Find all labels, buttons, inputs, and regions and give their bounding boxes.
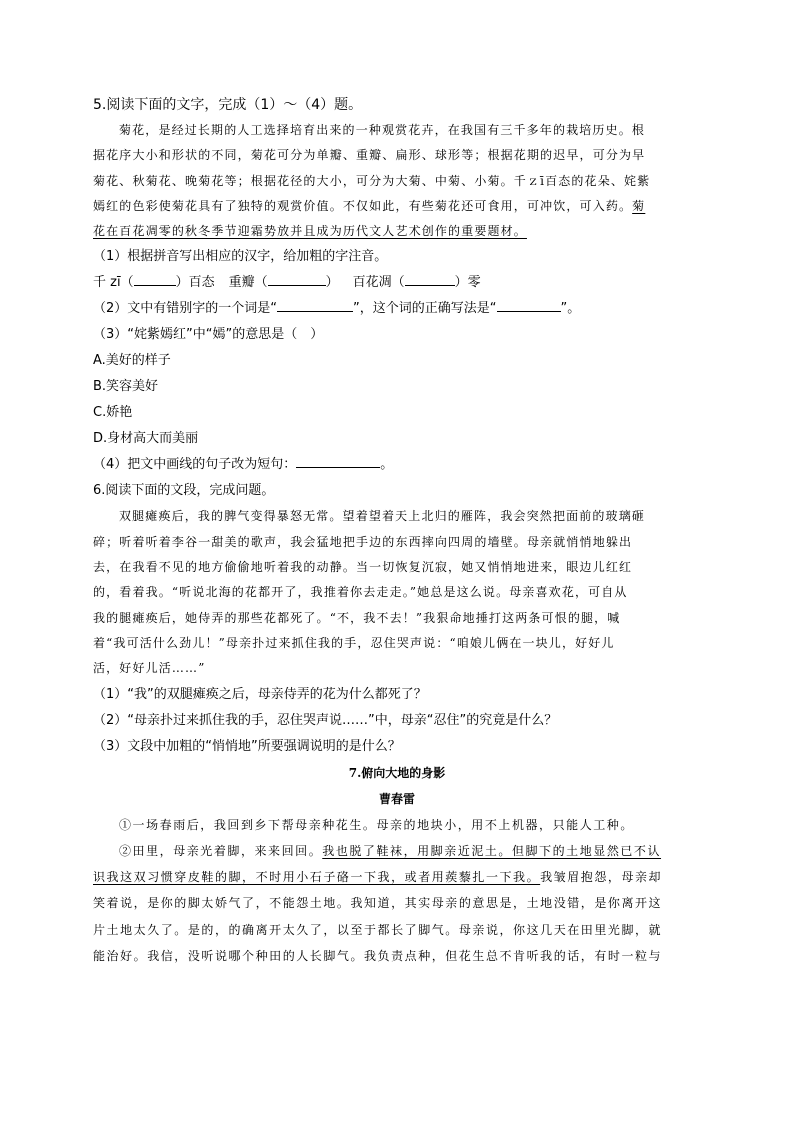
q5-pinyin-row [93, 270, 701, 296]
q5-sub4 [93, 452, 701, 478]
document-page [93, 92, 701, 969]
q5-passage-line: 据花序大小和形状的不同，菊花可分为单瓣、重瓣、扁形、球形等；根据花期的迟早，可分为早 [93, 148, 646, 163]
sub2-suffix: ”。 [560, 301, 581, 317]
q6-passage-line: 去，在我看不见的地方偷偷地听着我的动静。当一切恢复沉寂，她又悄悄地进来，眼边儿红红 [93, 560, 633, 575]
q5-underlined-sentence: 花在百花凋零的秋冬季节迎霜势放并且成为历代文人艺术创作的重要题材。 [93, 224, 527, 239]
q6-passage-line: 我的腿瘫痪后，她侍弄的那些花都死了。“不，我不去！”我狠命地捶打这两条可恨的腿，喊 [93, 610, 621, 625]
q6-passage-line: 双腿瘫痪后，我的脾气变得暴怒无常。望着望着天上北归的雁阵，我会突然把面前的玻璃砸 [119, 509, 646, 524]
q6-passage-line: 着“我可活什么劲儿！”母亲扑过来抓住我的手，忍住哭声说：“咱娘儿俩在一块儿，好好儿 [93, 635, 615, 650]
q7-paragraph-line: 片土地太久了。是的，的确离开太久了，以至于都长了脚气。母亲说，你这几天在田里光脚，就 [93, 922, 663, 937]
pinyin-a-prefix: 千 zī（ [93, 275, 134, 291]
q6-title: 6.阅读下面的文段，完成问题。 [93, 483, 275, 499]
q7-paragraph-line: 笑着说，是你的脚太娇气了，不能怨土地。我知道，其实母亲的意思是，土地没错，是你离开这 [93, 896, 663, 911]
q6-question: （3）文段中加粗的“悄悄地”所要强调说明的是什么？ [93, 738, 401, 754]
pinyin-b-suffix: ） [325, 275, 339, 291]
q7-underlined-sentence: 我也脱了鞋袜，用脚亲近泥土。但脚下的土地显然已不认 [322, 843, 662, 858]
answer-blank[interactable] [268, 271, 326, 286]
q5-sub3: （3）“姹紫嫣红”中“嫣”的意思是（ ） [93, 327, 324, 343]
q7-paragraph-line [93, 838, 701, 864]
q7-text: 我皱眉抱怨，母亲却 [540, 870, 663, 885]
sub2-middle: ”，这个词的正确写法是“ [353, 301, 497, 317]
q7-paragraph-line [93, 864, 701, 890]
pinyin-c-prefix: 百花凋（ [352, 275, 405, 291]
pinyin-c-suffix: ）零 [454, 275, 481, 291]
option-b: B.笑容美好 [93, 379, 159, 395]
q5-passage-line [93, 194, 701, 219]
q7-title: 7.俯向大地的身影 [348, 765, 446, 780]
option-a: A.美好的样子 [93, 353, 171, 369]
q7-paragraph-1: ①一场春雨后，我回到乡下帮母亲种花生。母亲的地块小，用不上机器，只能人工种。 [119, 817, 634, 832]
q7-underlined-sentence: 识我这双习惯穿皮鞋的脚，不时用小石子硌一下我，或者用蒺藜扎一下我。 [93, 870, 541, 885]
q6-question: （2）“母亲扑过来抓住我的手，忍住哭声说……”中，母亲“忍住”的究竟是什么？ [93, 712, 558, 728]
q6-passage-line: 活，好好儿活……” [93, 661, 206, 676]
q5-title: 5.阅读下面的文字，完成（1）～（4）题。 [93, 97, 363, 113]
q5-passage-text: 嫣红的色彩使菊花具有了独特的观赏价值。不仅如此，有些菊花还可食用，可冲饮，可入药。 [93, 198, 633, 213]
pinyin-a-suffix: ）百态 [175, 275, 215, 291]
q5-sub2 [93, 296, 701, 322]
sub2-prefix: （2）文中有错别字的一个词是“ [93, 301, 278, 317]
q5-passage-line: 菊花、秋菊花、晚菊花等；根据花径的大小，可分为大菊、中菊、小菊。千ｚī百态的花朵、姹紫 [93, 173, 651, 188]
q5-underlined-sentence-start: 菊 [632, 198, 646, 213]
answer-blank[interactable] [277, 297, 353, 312]
q6-passage-line: 碎；听着听着李谷一甜美的歌声，我会猛地把手边的东西摔向四周的墙壁。母亲就悄悄地躲出 [93, 534, 633, 549]
option-d: D.身材高大而美丽 [93, 431, 199, 447]
option-c: C.娇艳 [93, 405, 133, 421]
q5-sub1: （1）根据拼音写出相应的汉字，给加粗的字注音。 [93, 249, 388, 265]
sub4-suffix: 。 [380, 457, 394, 473]
q7-text: ②田里，母亲光着脚，来来回回。 [119, 843, 323, 858]
answer-blank[interactable] [497, 297, 561, 312]
q5-passage-line [93, 219, 701, 244]
sub4-prefix: （4）把文中画线的句子改为短句： [93, 457, 297, 473]
pinyin-b-prefix: 重瓣（ [228, 275, 268, 291]
q5-passage-line: 菊花，是经过长期的人工选择培育出来的一种观赏花卉，在我国有三千多年的栽培历史。根 [119, 123, 646, 137]
answer-blank[interactable] [134, 271, 176, 286]
q6-passage-line: 的，看着我。“听说北海的花都开了，我推着你去走走。”她总是这么说。母亲喜欢花，可自从 [93, 585, 628, 600]
q7-author: 曹春雷 [378, 791, 415, 806]
answer-blank[interactable] [296, 453, 380, 468]
q7-paragraph-line: 能治好。我信，没听说哪个种田的人长脚气。我负责点种，但花生总不肯听我的话，有时一粒与 [93, 949, 663, 964]
answer-blank[interactable] [405, 271, 455, 286]
q6-question: （1）“我”的双腿瘫痪之后，母亲侍弄的花为什么都死了？ [93, 686, 427, 702]
